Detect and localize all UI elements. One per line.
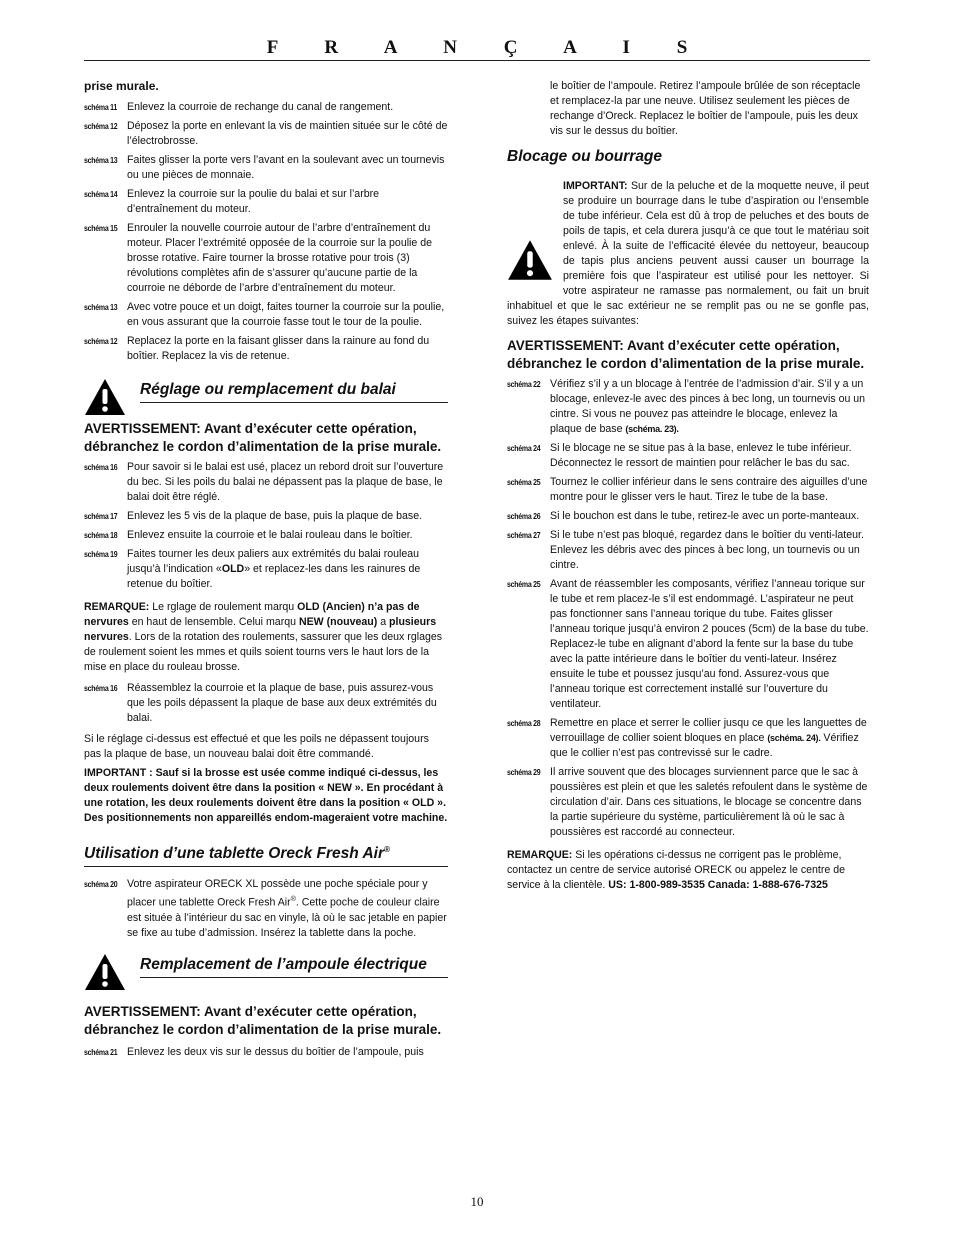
blocage-remarque: REMARQUE: Si les opérations ci-dessus ne corrigent pas le problème, contactez un centre de service autorisé ORECK ou appelez le centre de service à la clientèle. US: 1-800-989-3535 Canada: 1-888-676-7325 xyxy=(507,849,846,891)
step-item: schéma 19 Faites tourner les deux paliers aux extrémités du balai rouleau jusqu’à l’indication «OLD» et replacez-les dans les rainures de retenue du boîtier. xyxy=(84,548,421,590)
step-item: schéma 22 Vérifiez s’il y a un blocage à l’entrée de l’admission d’air. S’il y a un blocage, enlevez-le avec des pinces à bec long, un tournevis ou un cintre. Si vous ne pouvez pas atteindre le blocage, enlevez la plaque de base (schéma. 23). xyxy=(507,378,866,435)
ampoule-section-header xyxy=(84,953,448,991)
step-item: schéma 20 Votre aspirateur ORECK XL possède une poche spéciale pour y placer une tablette Oreck Fresh Air®. Cette poche de couleur claire est située à l’intérieur du sac en vinyle, là où le sac jetable en papier se fixe au tube d’admission. Insérez la tablette dans la poche. xyxy=(84,878,447,939)
step-item: schéma 25 Tournez le collier inférieur dans le sens contraire des aiguilles d’une montre pour le glisser vers le haut. Tirez le tube de la base. xyxy=(507,476,868,503)
step-item: schéma 16 Réassemblez la courroie et la plaque de base, puis assurez-vous que les poils dépassent la plaque de base aux deux extrémités du balai. xyxy=(84,682,437,724)
step-item: schéma 15 Enrouler la nouvelle courroie autour de l’arbre d’entraînement du moteur. Placer l’extrémité opposée de la courroie sur la poulie de brosse rotative. Faire tourner la brosse rotative pour trois (3) révolutions complètes afin de s’assurer qu’aucune partie de la courroie ne déborde de l’arbre d’entraînement du moteur. xyxy=(84,222,433,294)
service-phone-numbers: US: 1-800-989-3535 Canada: 1-888-676-7325 xyxy=(608,879,828,891)
balai-heading: Réglage ou remplacement du balai xyxy=(140,378,448,403)
step-item: schéma 28 Remettre en place et serrer le collier jusqu ce que les languettes de verrouillage de collier soient bloques en place (schéma. 24). Vérifiez que le collier n’est pas contrevissé sur le cadre. xyxy=(507,717,867,759)
ampoule-step-continued: le boîtier de l’ampoule. Retirez l’ampoule brûlée de son réceptacle et remplacez-la par une neuve. Utilisez seulement les pièces de rechange d’Oreck. Replacez le boîtier de l’ampoule, puis les deux vis sur le dessus du boîtier. xyxy=(550,80,861,137)
right-column xyxy=(507,79,869,897)
remarque-paragraph: REMARQUE: Le rglage de roulement marqu OLD (Ancien) n’a pas de nervures en haut de lensemble. Celui marqu NEW (nouveau) a plusieurs nervures. Lors de la rotation des roulements, sassurer que les deux rglages de roulement soient les mmes et quils soient tourns vers le haut lors de la mise en place du rouleau brosse. xyxy=(84,601,443,673)
step-item: schéma 24 Si le blocage ne se situe pas à la base, enlevez le tube inférieur. Déconnectez le ressort de maintien pour relâcher le bas du sac. xyxy=(507,442,852,469)
warning-triangle-icon xyxy=(84,953,126,991)
balai-warning: AVERTISSEMENT: Avant d’exécuter cette opération, débranchez le cordon d’alimentation de la prise murale. xyxy=(84,421,442,454)
balai-section-header xyxy=(84,378,448,416)
step-item: schéma 13 Faites glisser la porte vers l’avant en la soulevant avec un tournevis ou une pièces de monnaie. xyxy=(84,154,445,181)
step-item: schéma 12 Déposez la porte en enlevant la vis de maintien située sur le côté de l’électrobrosse. xyxy=(84,120,448,147)
left-column xyxy=(84,79,448,1064)
ampoule-heading: Remplacement de l’ampoule électrique xyxy=(140,953,448,978)
warning-triangle-icon xyxy=(507,239,553,281)
language-title: F R A N Ç A I S xyxy=(266,37,709,58)
step-item: schéma 12 Replacez la porte en la faisant glisser dans la rainure au fond du boîtier. Replacez la vis de retenue. xyxy=(84,335,430,362)
step-item: schéma 29 Il arrive souvent que des blocages surviennent parce que le sac à poussières est plein et que les saletés refoulent dans le système de circulation d’air. Dans ces situations, le blocage se concentre dans la partie supérieure du système, particulièrement là où le sac à poussières est raccordé au connecteur. xyxy=(507,766,868,838)
ampoule-warning: AVERTISSEMENT: Avant d’exécuter cette opération, débranchez le cordon d’alimentation de la prise murale. xyxy=(84,1003,442,1037)
page-number: 10 xyxy=(470,1194,484,1209)
fresh-air-heading: Utilisation d’une tablette Oreck Fresh Air® xyxy=(84,840,448,867)
page-header xyxy=(84,36,870,61)
step-item: schéma 21 Enlevez les deux vis sur le dessus du boîtier de l’ampoule, puis xyxy=(84,1045,424,1058)
important-note: IMPORTANT : Sauf si la brosse est usée comme indiqué ci-dessus, les deux roulements doivent être dans la position « NEW ». En procédant à une rotation, les deux roulements doivent être dans la position « OLD ». Des positionnements non appareillés endom-mageraient votre machine. xyxy=(84,767,448,824)
blocage-important: IMPORTANT: Sur de la peluche et de la moquette neuve, il peut se produire un bourrage dans le tube d’aspiration ou l’ensemble de tube inférieur. Cela est dû à trop de peluches et des bouts de poils de tapis, et cela durera jusqu’à ce que tout le matériau soit enlevé. À la suite de l’efficacité élevée du nettoyeur, beaucoup de tapis plus anciens peuvent aussi causer un bourrage la première fois que l’aspirateur est utilisé pour les nettoyer. Si votre aspirateur ne ramasse pas normalement, ou fait un bruit inhabituel et que le sac extérieur ne se remplit pas ou ne se gonfle pas, suivez les étapes suivantes: xyxy=(507,180,869,327)
step-item: schéma 26 Si le bouchon est dans le tube, retirez-le avec un porte-manteaux. xyxy=(507,510,860,522)
step-item: schéma 16 Pour savoir si le balai est usé, placez un rebord droit sur l’ouverture du bec. Si les poils du balai ne dépassent pas la plaque de base, le balai doit être réglé. xyxy=(84,461,444,503)
warning-triangle-icon xyxy=(84,378,126,416)
balai-order-note: Si le réglage ci-dessus est effectué et que les poils ne dépassent toujours pas la plaque de base, un nouveau balai doit être commandé. xyxy=(84,733,429,760)
step-item: schéma 14 Enlevez la courroie sur la poulie du balai et sur l’arbre d’entraînement du moteur. xyxy=(84,188,380,215)
blocage-warning: AVERTISSEMENT: Avant d’exécuter cette opération, débranchez le cordon d’alimentation de la prise murale. xyxy=(507,338,865,371)
step-item: schéma 27 Si le tube n’est pas bloqué, regardez dans le boîtier du venti-lateur. Enlevez les débris avec des pinces à bec long, un tournevis ou un cintre. xyxy=(507,529,864,571)
section-lead: prise murale. xyxy=(84,79,159,93)
step-item: schéma 18 Enlevez ensuite la courroie et le balai rouleau dans le boîtier. xyxy=(84,529,413,541)
step-item: schéma 11 Enlevez la courroie de rechange du canal de rangement. xyxy=(84,101,394,113)
blocage-heading: Blocage ou bourrage xyxy=(507,148,663,165)
step-item: schéma 17 Enlevez les 5 vis de la plaque de base, puis la plaque de base. xyxy=(84,510,423,522)
step-item: schéma 13 Avec votre pouce et un doigt, faites tourner la courroie sur la poulie, en vous assurant que la courroie fasse tout le tour de la poulie. xyxy=(84,301,445,328)
step-item: schéma 25 Avant de réassembler les composants, vérifiez l’anneau torique sur le tube et rem placez-le s’il est endommagé. L’aspirateur ne peut pas fonctionner sans l’anneau torique du tube. Faites glisser l’anneau torique jusqu’à environ 2 pouces (5cm) de la base du tube. Replacez-le tube en alignant d’abord la fente sur la base du tube avec la patte intérieure dans le boîtier du venti-lateur. Insérez ensuite le tube et poussez jusqu’au fond. Assurez-vous que l’anneau torique est correctement installé sur l’ouverture du ventilateur. xyxy=(507,578,869,710)
belt-steps xyxy=(84,100,448,364)
